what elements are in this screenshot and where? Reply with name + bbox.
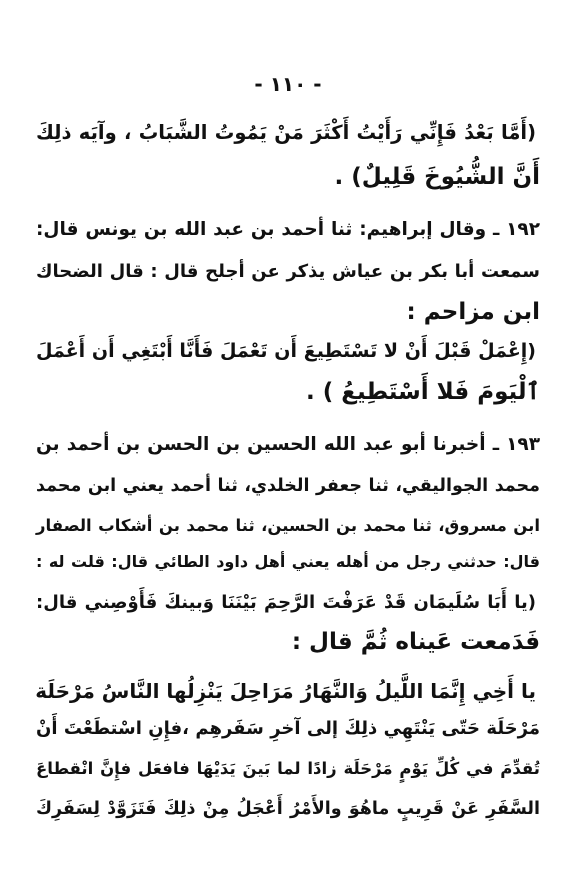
text-line: ابن مسروق، ثنا محمد بن الحسين، ثنا محمد بن أشكاب الصفار [36, 516, 540, 535]
text-line: محمد الجواليقي، ثنا جعفر الخلدي، ثنا أحمد يعني ابن محمد [36, 476, 540, 496]
text-line: يا أَخِي إِنَّمَا اللَّيلُ وَالنَّهَارُ مَرَاحِلَ يَنْزِلُها النَّاسُ مَرْحَلَة [35, 679, 536, 703]
text-line: قال: حدثني رجل من أهله يعني أهل داود الطائي قال: قلت له : [36, 552, 540, 571]
text-line: سمعت أبا بكر بن عياش يذكر عن أجلح قال : قال الضحاك [36, 261, 540, 282]
text-line: أَنَّ الشُّيُوخَ قَلِيلٌ) . [334, 164, 540, 190]
page-number: - ١١٠ - [254, 72, 322, 96]
text-line: (إِعْمَلْ قَبْلَ أَنْ لا تَسْتَطِيعَ أَن تَعْمَلَ فَأَنَّا أَبْتَغِي أَن أَعْمَلَ [36, 340, 536, 362]
text-line: (أَمَّا بَعْدُ فَإِنِّي رَأَيْتُ أَكْثَرَ مَنْ يَمُوتُ الشَّبَابُ ، وآيَه ذلِكَ [36, 121, 536, 144]
text-line: (يا أَبَا سُلَيمَان قَدْ عَرَفْتَ الرَّحِمَ بَيْنَنَا وَبينكَ فَأَوْصِني قال: [36, 592, 536, 613]
text-line: مَرْحَلَة حَتّى يَنْتَهِي ذلِكَ إلى آخرِ سَفَرهِم ،فإِنِ اسْتطَعْتَ أَنْ [36, 718, 540, 739]
text-line: السَّفَرِ عَنْ قَرِيبٍ ماهُوَ والأَمْرُ أَعْجَلُ مِنْ ذلِكَ فَتَزَوَّدْ لِسَفَرِكَ [36, 799, 540, 819]
text-line: فَدَمعت عَيناه ثُمَّ قال : [291, 629, 540, 655]
text-line: ١٩٢ ـ وقال إبراهيم: ثنا أحمد بن عبد الله بن يونس قال: [36, 219, 540, 240]
text-line: ابن مزاحم : [406, 299, 540, 325]
text-line: تُقدِّمَ في كُلِّ يَوْمٍ مَرْحَلَة زادًا لما بَينَ يَدَيْهَا فافعَل فإِنَّ انْقطاعَ [36, 759, 540, 778]
text-line: ٱلْيَومَ فَلا أَسْتَطِيعُ ) . [306, 379, 540, 405]
text-line: ١٩٣ ـ أخبرنا أبو عبد الله الحسين بن الحسن بن أحمد بن [36, 434, 540, 455]
